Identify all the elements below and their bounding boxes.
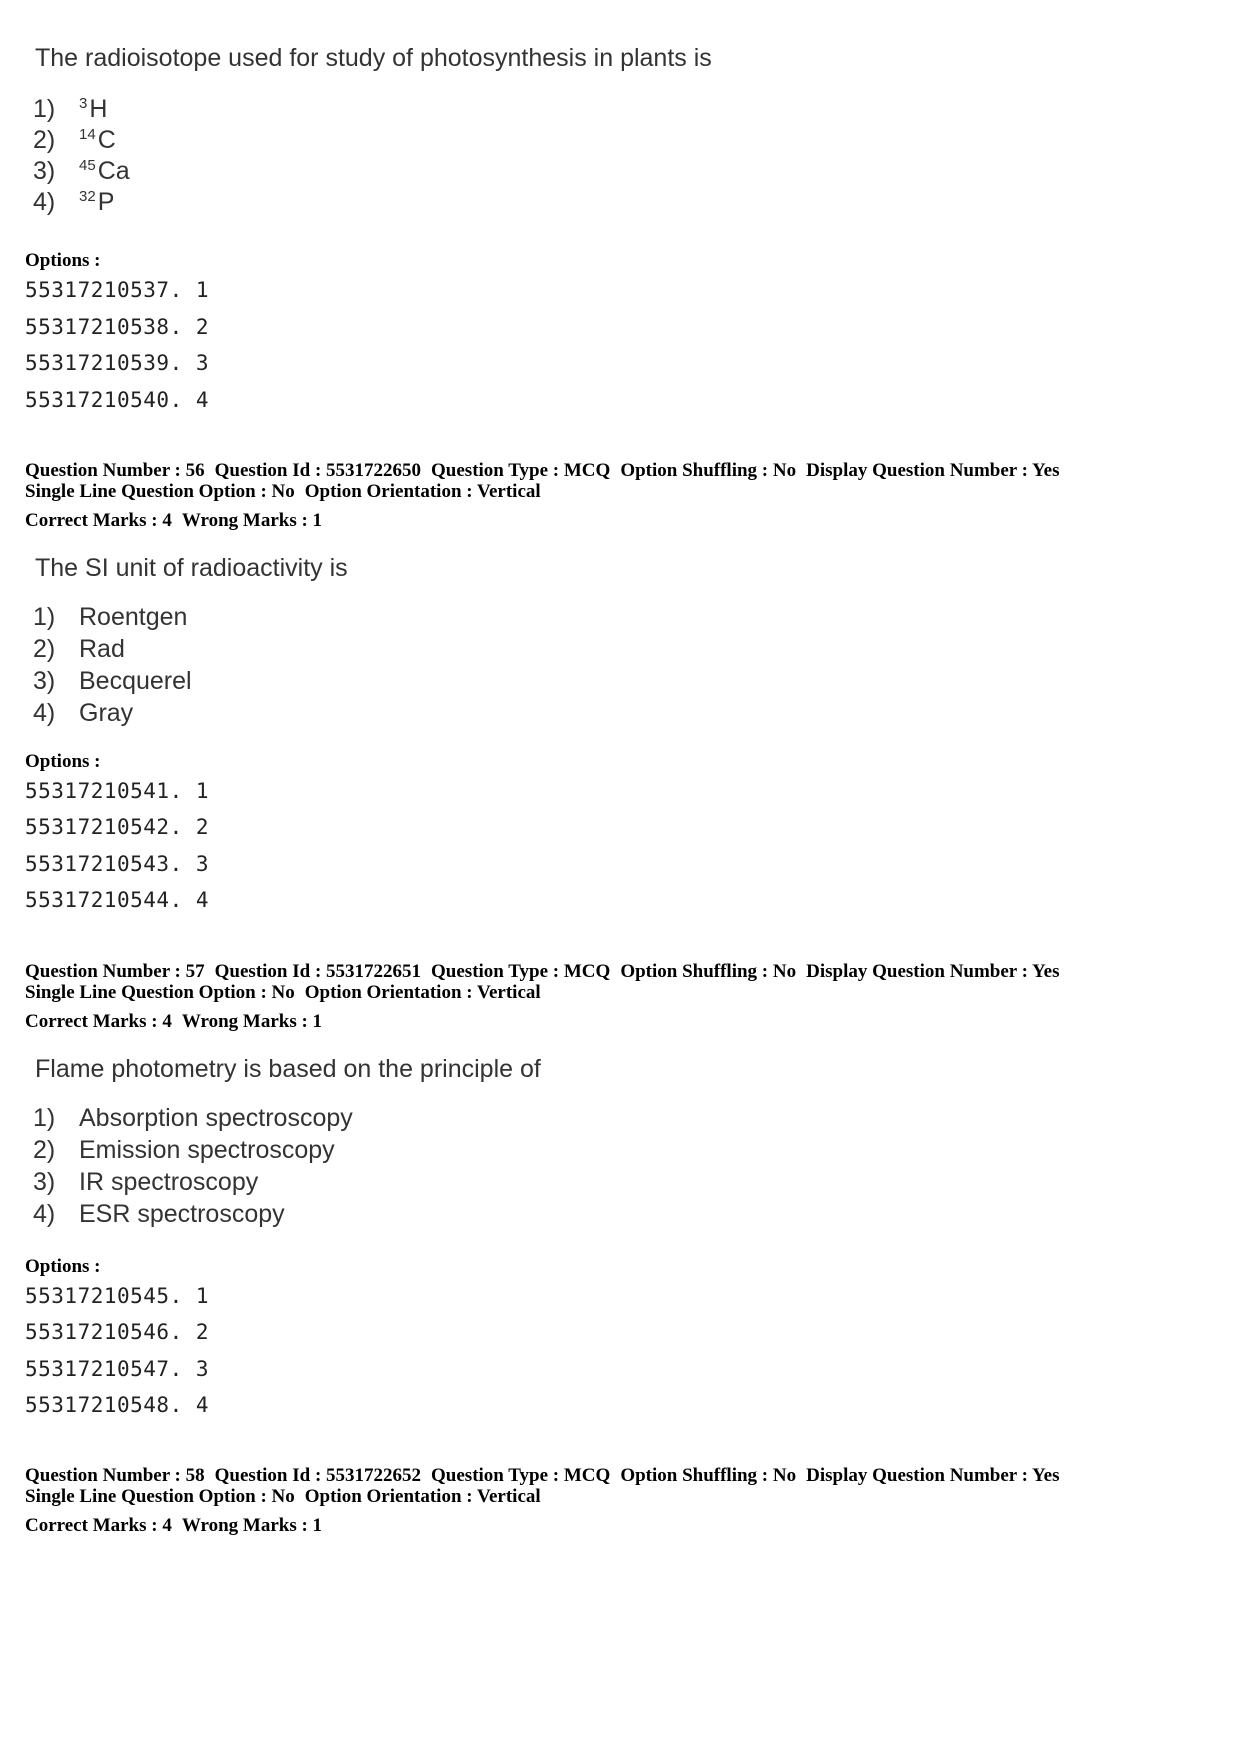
choice-item bbox=[24, 603, 187, 632]
marks-line: Correct Marks : 4 Wrong Marks : 1 bbox=[25, 1515, 323, 1536]
choice-number: 1) bbox=[33, 1104, 56, 1132]
question-stem: Flame photometry is based on the principle of bbox=[35, 1055, 541, 1083]
choice-text: Ca bbox=[97, 157, 130, 185]
option-id: 55317210547. 3 bbox=[25, 1357, 210, 1381]
choice-item bbox=[24, 188, 114, 217]
option-id: 55317210543. 3 bbox=[25, 852, 210, 876]
choice-text: P bbox=[97, 188, 115, 216]
choice-item bbox=[24, 126, 116, 155]
choice-number: 2) bbox=[33, 126, 56, 154]
isotope-mass: 32 bbox=[79, 188, 96, 205]
option-id: 55317210541. 1 bbox=[25, 779, 210, 803]
option-id: 55317210539. 3 bbox=[25, 351, 210, 375]
question-meta-line: Single Line Question Option : No Option Orientation : Vertical bbox=[25, 982, 541, 1003]
isotope-mass: 3 bbox=[79, 95, 88, 112]
choice-text: IR spectroscopy bbox=[79, 1168, 259, 1196]
choice-item bbox=[24, 1136, 335, 1165]
options-label: Options : bbox=[25, 751, 101, 772]
isotope-mass: 14 bbox=[79, 126, 96, 143]
choice-number: 4) bbox=[33, 188, 56, 216]
question-meta-line: Question Number : 57 Question Id : 5531722651 Question Type : MCQ Option Shuffling : No Display Question Number : Yes bbox=[25, 961, 1060, 982]
choice-text: Roentgen bbox=[79, 603, 188, 631]
choice-item bbox=[24, 667, 192, 696]
choice-text: Becquerel bbox=[79, 667, 192, 695]
question-stem: The SI unit of radioactivity is bbox=[35, 554, 348, 582]
choice-item bbox=[24, 1200, 285, 1229]
question-meta-line: Single Line Question Option : No Option Orientation : Vertical bbox=[25, 481, 541, 502]
choice-text: H bbox=[89, 95, 108, 123]
question-meta-line: Single Line Question Option : No Option Orientation : Vertical bbox=[25, 1486, 541, 1507]
isotope-mass: 45 bbox=[79, 157, 96, 174]
choice-item bbox=[24, 157, 130, 186]
choice-number: 1) bbox=[33, 603, 56, 631]
choice-text: C bbox=[97, 126, 116, 154]
choice-item bbox=[24, 95, 107, 124]
choice-number: 2) bbox=[33, 1136, 56, 1164]
choice-number: 4) bbox=[33, 1200, 56, 1228]
choice-number: 1) bbox=[33, 95, 56, 123]
choice-number: 3) bbox=[33, 667, 56, 695]
marks-line: Correct Marks : 4 Wrong Marks : 1 bbox=[25, 1011, 323, 1032]
marks-line: Correct Marks : 4 Wrong Marks : 1 bbox=[25, 510, 323, 531]
choice-text: Absorption spectroscopy bbox=[79, 1104, 353, 1132]
choice-item bbox=[24, 699, 133, 728]
option-id: 55317210537. 1 bbox=[25, 278, 210, 302]
question-meta-line: Question Number : 56 Question Id : 5531722650 Question Type : MCQ Option Shuffling : No Display Question Number : Yes bbox=[25, 460, 1060, 481]
choice-number: 3) bbox=[33, 1168, 56, 1196]
choice-number: 3) bbox=[33, 157, 56, 185]
question-meta-line: Question Number : 58 Question Id : 5531722652 Question Type : MCQ Option Shuffling : No Display Question Number : Yes bbox=[25, 1465, 1060, 1486]
option-id: 55317210538. 2 bbox=[25, 315, 210, 339]
option-id: 55317210546. 2 bbox=[25, 1320, 210, 1344]
choice-text: Rad bbox=[79, 635, 125, 663]
option-id: 55317210545. 1 bbox=[25, 1284, 210, 1308]
options-label: Options : bbox=[25, 1256, 101, 1277]
choice-number: 2) bbox=[33, 635, 56, 663]
choice-item bbox=[24, 1104, 353, 1133]
option-id: 55317210542. 2 bbox=[25, 815, 210, 839]
choice-text: ESR spectroscopy bbox=[79, 1200, 285, 1228]
choice-text: Emission spectroscopy bbox=[79, 1136, 335, 1164]
choice-text: Gray bbox=[79, 699, 134, 727]
options-label: Options : bbox=[25, 250, 101, 271]
choice-number: 4) bbox=[33, 699, 56, 727]
option-id: 55317210544. 4 bbox=[25, 888, 210, 912]
choice-item bbox=[24, 1168, 258, 1197]
option-id: 55317210540. 4 bbox=[25, 388, 210, 412]
question-stem: The radioisotope used for study of photosynthesis in plants is bbox=[35, 44, 712, 72]
choice-item bbox=[24, 635, 125, 664]
option-id: 55317210548. 4 bbox=[25, 1393, 210, 1417]
